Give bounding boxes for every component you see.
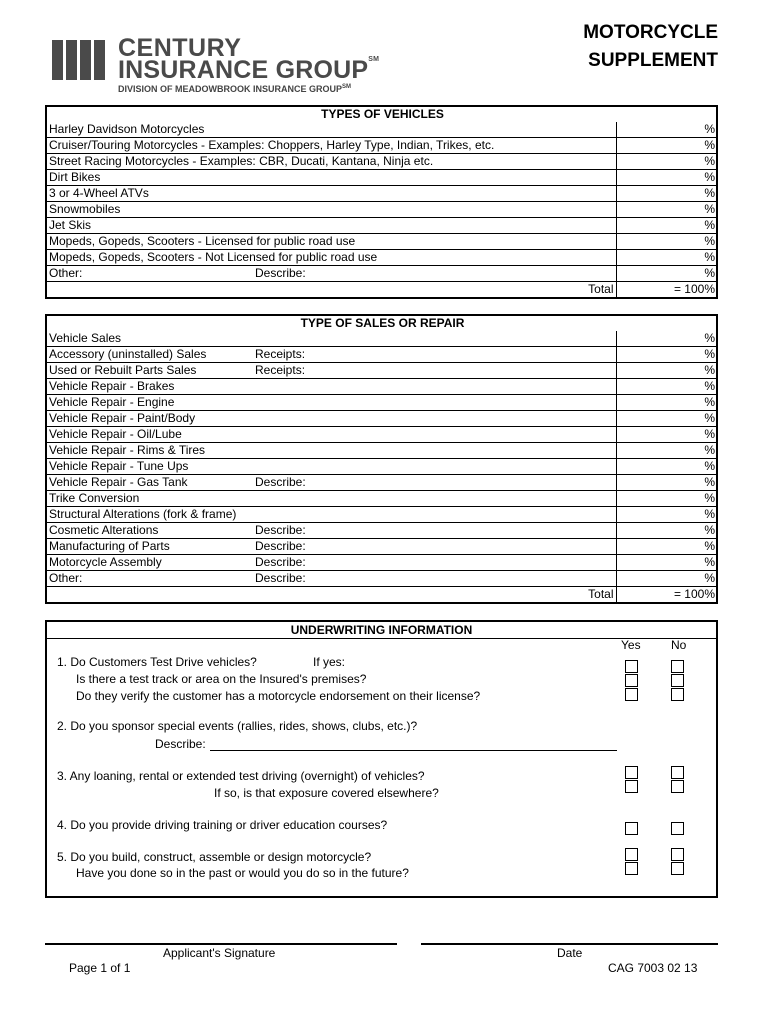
row-label: Vehicle Repair - Paint/Body bbox=[49, 411, 196, 425]
table-row bbox=[47, 555, 718, 571]
total-row bbox=[47, 282, 718, 298]
row-label-cell bbox=[47, 186, 616, 202]
row-label: Vehicle Repair - Oil/Lube bbox=[49, 427, 182, 441]
row-label-cell bbox=[47, 571, 616, 587]
table-row bbox=[47, 122, 718, 138]
table-row bbox=[47, 459, 718, 475]
row-label-cell bbox=[47, 443, 616, 459]
row-label-cell bbox=[47, 154, 616, 170]
row-label-cell bbox=[47, 218, 616, 234]
percent-input-cell[interactable]: % bbox=[616, 331, 718, 347]
vehicles-table bbox=[45, 105, 718, 299]
page-number: Page 1 of 1 bbox=[69, 961, 131, 975]
row-label: 3 or 4-Wheel ATVs bbox=[49, 186, 149, 200]
row-label: Structural Alterations (fork & frame) bbox=[49, 507, 237, 521]
vehicles-heading: TYPES OF VEHICLES bbox=[321, 107, 444, 121]
row-label-cell bbox=[47, 379, 616, 395]
row-label-cell bbox=[47, 539, 616, 555]
row-describe-label: Describe: bbox=[255, 523, 306, 537]
row-label: Other: bbox=[49, 571, 83, 585]
row-label-cell bbox=[47, 347, 616, 363]
question-3-yes-checkbox[interactable] bbox=[625, 766, 638, 779]
question-2-describe-line[interactable] bbox=[210, 750, 617, 751]
row-label-cell bbox=[47, 475, 616, 491]
table-row bbox=[47, 571, 718, 587]
row-label: Cosmetic Alterations bbox=[49, 523, 159, 537]
percent-input-cell[interactable]: % bbox=[616, 122, 718, 138]
table-row bbox=[47, 411, 718, 427]
percent-input-cell[interactable]: % bbox=[616, 411, 718, 427]
sales-heading: TYPE OF SALES OR REPAIR bbox=[300, 316, 465, 330]
percent-input-cell[interactable]: % bbox=[616, 475, 718, 491]
percent-input-cell[interactable]: % bbox=[616, 250, 718, 266]
table-row bbox=[47, 202, 718, 218]
row-label-cell bbox=[47, 523, 616, 539]
percent-input-cell[interactable]: % bbox=[616, 571, 718, 587]
row-label: Accessory (uninstalled) Sales bbox=[49, 347, 207, 361]
percent-input-cell[interactable]: % bbox=[616, 555, 718, 571]
question-2-describe-label: Describe: bbox=[155, 737, 206, 751]
row-label: Vehicle Repair - Engine bbox=[49, 395, 175, 409]
question-1b-text: Do they verify the customer has a motorcycle endorsement on their license? bbox=[76, 689, 481, 703]
logo-division-text: DIVISION OF MEADOWBROOK INSURANCE GROUP℠ bbox=[118, 84, 352, 94]
total-value: = 100% bbox=[616, 282, 718, 298]
percent-input-cell[interactable]: % bbox=[616, 202, 718, 218]
percent-input-cell[interactable]: % bbox=[616, 395, 718, 411]
question-1-text: 1. Do Customers Test Drive vehicles? bbox=[57, 655, 257, 669]
question-1-yes-checkbox[interactable] bbox=[625, 660, 638, 673]
table-row bbox=[47, 523, 718, 539]
question-1-if-yes: If yes: bbox=[313, 655, 346, 669]
row-label: Snowmobiles bbox=[49, 202, 121, 216]
question-3a-yes-checkbox[interactable] bbox=[625, 780, 638, 793]
question-3a-no-checkbox[interactable] bbox=[671, 780, 684, 793]
question-4-no-checkbox[interactable] bbox=[671, 822, 684, 835]
question-1a-no-checkbox[interactable] bbox=[671, 674, 684, 687]
percent-input-cell[interactable]: % bbox=[616, 138, 718, 154]
yes-column-label: Yes bbox=[621, 638, 641, 652]
row-label-cell bbox=[47, 266, 616, 282]
row-label-cell bbox=[47, 507, 616, 523]
percent-input-cell[interactable]: % bbox=[616, 234, 718, 250]
row-label: Cruiser/Touring Motorcycles - Examples: Choppers, Harley Type, Indian, Trikes, etc. bbox=[49, 138, 495, 152]
row-label-cell bbox=[47, 363, 616, 379]
row-label-cell bbox=[47, 395, 616, 411]
table-row bbox=[47, 218, 718, 234]
table-row bbox=[47, 443, 718, 459]
row-label-cell bbox=[47, 411, 616, 427]
row-describe-label: Describe: bbox=[255, 539, 306, 553]
question-5a-text: Have you done so in the past or would you do so in the future? bbox=[76, 866, 409, 880]
row-label-cell bbox=[47, 459, 616, 475]
question-1-no-checkbox[interactable] bbox=[671, 660, 684, 673]
question-4-yes-checkbox[interactable] bbox=[625, 822, 638, 835]
table-row bbox=[47, 138, 718, 154]
question-1b-yes-checkbox[interactable] bbox=[625, 688, 638, 701]
percent-input-cell[interactable]: % bbox=[616, 170, 718, 186]
total-label: Total bbox=[588, 587, 614, 601]
percent-input-cell[interactable]: % bbox=[616, 507, 718, 523]
total-row bbox=[47, 587, 718, 603]
underwriting-section bbox=[45, 620, 718, 898]
row-label: Vehicle Repair - Tune Ups bbox=[49, 459, 189, 473]
row-label-cell bbox=[47, 234, 616, 250]
percent-input-cell[interactable]: % bbox=[616, 443, 718, 459]
table-row bbox=[47, 507, 718, 523]
form-code: CAG 7003 02 13 bbox=[608, 961, 698, 975]
row-describe-label: Describe: bbox=[255, 571, 306, 585]
question-1a-yes-checkbox[interactable] bbox=[625, 674, 638, 687]
table-row bbox=[47, 250, 718, 266]
percent-input-cell[interactable]: % bbox=[616, 427, 718, 443]
table-row bbox=[47, 395, 718, 411]
question-1b-no-checkbox[interactable] bbox=[671, 688, 684, 701]
row-label: Dirt Bikes bbox=[49, 170, 101, 184]
total-label: Total bbox=[588, 282, 614, 296]
form-title-line1: MOTORCYCLE bbox=[583, 22, 718, 43]
row-label-cell bbox=[47, 331, 616, 347]
sales-table bbox=[45, 314, 718, 604]
percent-input-cell[interactable]: % bbox=[616, 539, 718, 555]
percent-input-cell[interactable]: % bbox=[616, 154, 718, 170]
row-label: Mopeds, Gopeds, Scooters - Not Licensed for public road use bbox=[49, 250, 378, 264]
question-5a-yes-checkbox[interactable] bbox=[625, 862, 638, 875]
row-label: Other: bbox=[49, 266, 83, 280]
table-row bbox=[47, 170, 718, 186]
row-describe-label: Describe: bbox=[255, 475, 306, 489]
row-label: Vehicle Sales bbox=[49, 331, 122, 345]
logo-mark bbox=[52, 40, 112, 80]
question-5a-no-checkbox[interactable] bbox=[671, 862, 684, 875]
percent-input-cell[interactable]: % bbox=[616, 379, 718, 395]
percent-input-cell[interactable]: % bbox=[616, 266, 718, 282]
percent-input-cell[interactable]: % bbox=[616, 491, 718, 507]
table-row bbox=[47, 266, 718, 282]
table-row bbox=[47, 347, 718, 363]
signature-line[interactable] bbox=[45, 943, 397, 945]
date-line[interactable] bbox=[421, 943, 718, 945]
row-label: Used or Rebuilt Parts Sales bbox=[49, 363, 197, 377]
percent-input-cell[interactable]: % bbox=[616, 523, 718, 539]
row-describe-label: Describe: bbox=[255, 555, 306, 569]
table-row bbox=[47, 154, 718, 170]
row-label: Jet Skis bbox=[49, 218, 92, 232]
row-describe-label: Describe: bbox=[255, 266, 306, 280]
table-row bbox=[47, 186, 718, 202]
logo-text-insurance-group: INSURANCE GROUP℠ bbox=[118, 56, 380, 84]
question-5-text: 5. Do you build, construct, assemble or design motorcycle? bbox=[57, 850, 372, 864]
question-4-text: 4. Do you provide driving training or driver education courses? bbox=[57, 818, 388, 832]
question-2-text: 2. Do you sponsor special events (rallies, rides, shows, clubs, etc.)? bbox=[57, 719, 418, 733]
question-5-no-checkbox[interactable] bbox=[671, 848, 684, 861]
question-3a-text: If so, is that exposure covered elsewhere? bbox=[214, 786, 439, 800]
row-label-cell bbox=[47, 138, 616, 154]
table-row bbox=[47, 491, 718, 507]
row-label-cell bbox=[47, 250, 616, 266]
question-1a-text: Is there a test track or area on the Insured's premises? bbox=[76, 672, 367, 686]
row-describe-label: Receipts: bbox=[255, 363, 306, 377]
percent-input-cell[interactable]: % bbox=[616, 363, 718, 379]
percent-input-cell[interactable]: % bbox=[616, 347, 718, 363]
table-row bbox=[47, 234, 718, 250]
table-row bbox=[47, 363, 718, 379]
row-label-cell bbox=[47, 555, 616, 571]
row-label-cell bbox=[47, 170, 616, 186]
form-title-line2: SUPPLEMENT bbox=[588, 50, 718, 71]
row-label: Vehicle Repair - Rims & Tires bbox=[49, 443, 206, 457]
row-describe-label: Receipts: bbox=[255, 347, 306, 361]
row-label: Vehicle Repair - Gas Tank bbox=[49, 475, 188, 489]
percent-input-cell[interactable]: % bbox=[616, 186, 718, 202]
row-label: Manufacturing of Parts bbox=[49, 539, 170, 553]
row-label-cell bbox=[47, 491, 616, 507]
row-label: Street Racing Motorcycles - Examples: CBR, Ducati, Kantana, Ninja etc. bbox=[49, 154, 434, 168]
underwriting-heading: UNDERWRITING INFORMATION bbox=[47, 622, 716, 639]
logo-text-century: CENTURY bbox=[118, 34, 242, 62]
signature-label: Applicant's Signature bbox=[163, 946, 276, 960]
question-3-text: 3. Any loaning, rental or extended test driving (overnight) of vehicles? bbox=[57, 769, 425, 783]
row-label: Motorcycle Assembly bbox=[49, 555, 162, 569]
percent-input-cell[interactable]: % bbox=[616, 218, 718, 234]
date-label: Date bbox=[557, 946, 583, 960]
row-label-cell bbox=[47, 122, 616, 138]
table-row bbox=[47, 427, 718, 443]
table-row bbox=[47, 379, 718, 395]
row-label: Mopeds, Gopeds, Scooters - Licensed for public road use bbox=[49, 234, 356, 248]
percent-input-cell[interactable]: % bbox=[616, 459, 718, 475]
no-column-label: No bbox=[671, 638, 687, 652]
table-row bbox=[47, 539, 718, 555]
table-row bbox=[47, 331, 718, 347]
table-row bbox=[47, 475, 718, 491]
question-5-yes-checkbox[interactable] bbox=[625, 848, 638, 861]
row-label: Trike Conversion bbox=[49, 491, 140, 505]
question-3-no-checkbox[interactable] bbox=[671, 766, 684, 779]
row-label-cell bbox=[47, 427, 616, 443]
row-label: Vehicle Repair - Brakes bbox=[49, 379, 175, 393]
row-label: Harley Davidson Motorcycles bbox=[49, 122, 205, 136]
total-value: = 100% bbox=[616, 587, 718, 603]
row-label-cell bbox=[47, 202, 616, 218]
